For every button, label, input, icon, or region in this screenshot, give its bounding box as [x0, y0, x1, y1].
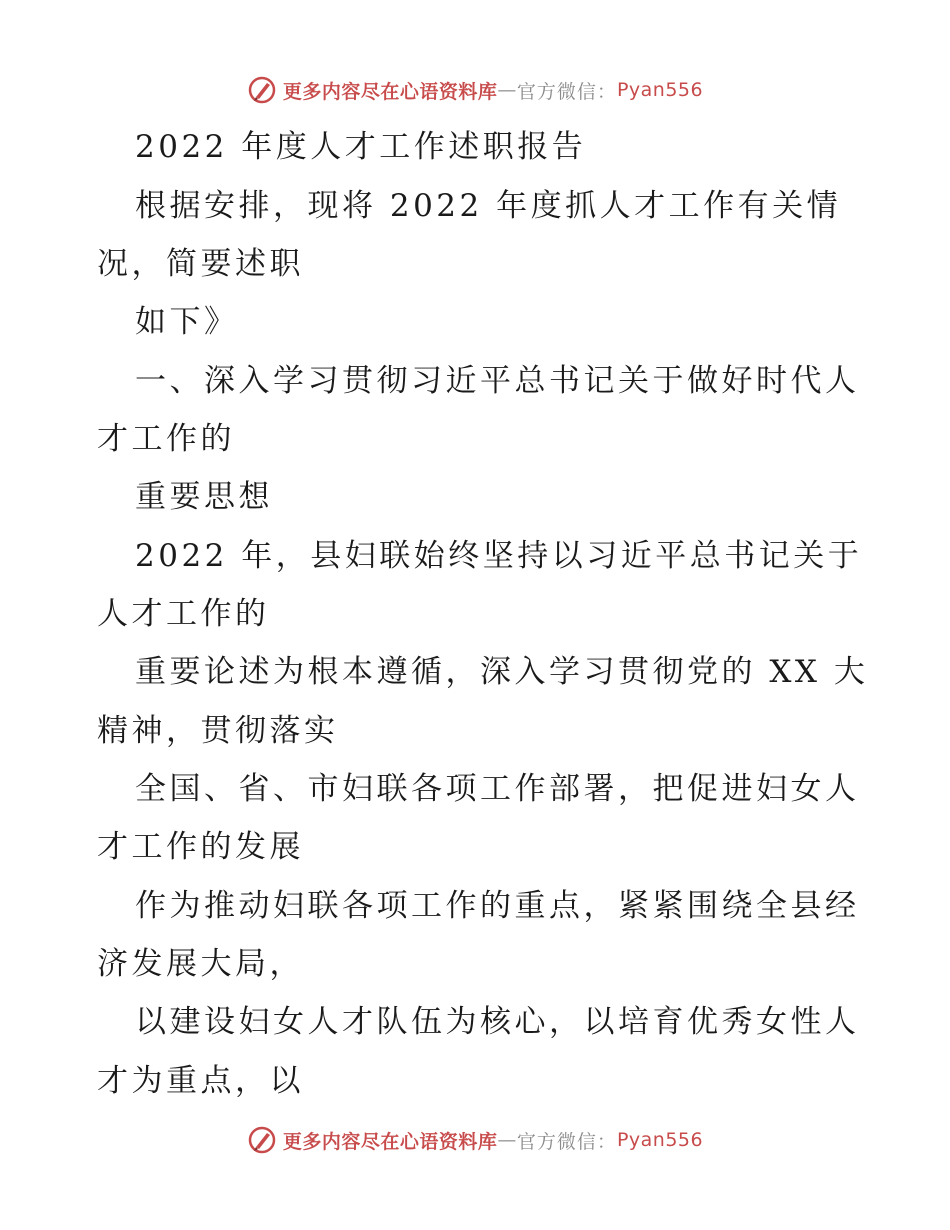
paragraph-line: 精神，贯彻落实 — [97, 713, 339, 749]
paragraph-line: 2022 年，县妇联始终坚持以习近平总书记关于 — [135, 538, 863, 574]
paragraph-line: 济发展大局， — [97, 946, 304, 982]
document-title: 2022 年度人才工作述职报告 — [135, 129, 587, 165]
quill-pen-logo-icon — [247, 1125, 277, 1155]
section-heading-cont: 才工作的 — [97, 421, 235, 457]
section-heading-cont: 重要思想 — [135, 479, 273, 515]
paragraph-line: 人才工作的 — [97, 596, 270, 632]
watermark-wechat-id: Pyan556 — [616, 1129, 704, 1151]
paragraph-line: 才为重点，以 — [97, 1063, 304, 1099]
paragraph-line: 才工作的发展 — [97, 829, 304, 865]
section-heading: 一、深入学习贯彻习近平总书记关于做好时代人 — [135, 363, 860, 399]
watermark-wechat-id: Pyan556 — [616, 79, 704, 101]
watermark-brand: 更多内容尽在心语资料库 — [282, 1130, 498, 1153]
watermark-wechat-label: 官方微信： — [516, 1130, 617, 1153]
watermark-separator: — — [497, 1129, 517, 1151]
paragraph-line: 如下》 — [135, 304, 239, 340]
paragraph-line: 全国、省、市妇联各项工作部署，把促进妇女人 — [135, 771, 860, 807]
watermark-separator: — — [497, 79, 517, 101]
paragraph-line: 根据安排，现将 2022 年度抓人才工作有关情 — [135, 188, 842, 224]
footer-watermark — [0, 1120, 950, 1160]
paragraph-line: 以建设妇女人才队伍为核心，以培育优秀女性人 — [135, 1004, 860, 1040]
watermark-wechat-label: 官方微信： — [516, 80, 617, 103]
quill-pen-logo-icon — [247, 75, 277, 105]
paragraph-line: 重要论述为根本遵循，深入学习贯彻党的 XX 大 — [135, 654, 869, 690]
header-watermark — [0, 70, 950, 110]
paragraph-line: 作为推动妇联各项工作的重点，紧紧围绕全县经 — [135, 888, 860, 924]
watermark-brand: 更多内容尽在心语资料库 — [282, 80, 498, 103]
paragraph-line: 况，简要述职 — [97, 246, 304, 282]
